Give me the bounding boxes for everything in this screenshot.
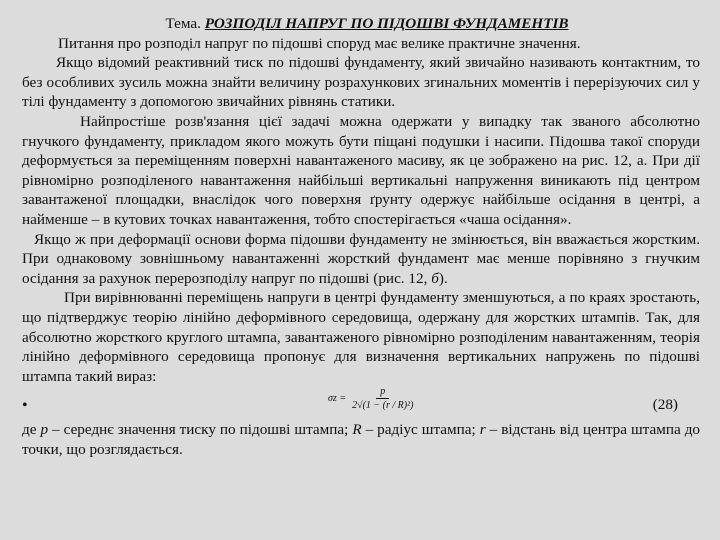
- formula-numerator: p: [376, 386, 389, 399]
- formula-denominator: 2√(1 − (r / R)²): [352, 400, 414, 412]
- paragraph-4-text: Якщо ж при деформації основи форма підошви фундаменту не змінюється, він вважається жорстким. При однаковому зовнішньому навантаженні жорсткий фундамент має менше порівняно з гнучким осідання за рахунок перерозподілу напруг по підошві (рис. 12,: [22, 230, 700, 287]
- paragraph-4-fig-letter: б: [431, 269, 439, 287]
- paragraph-6: [22, 420, 700, 459]
- p6-prefix: де: [22, 421, 41, 439]
- paragraph-3: Найпростіше розв'язання цієї задачі можна одержати у випадку так званого абсолютно гнучкого фундаменту, прикладом якого можуть бути піщані подушки і насипи. Підошва такої споруди деформується за переміщенням поверхні навантаженого масиву, як це зображено на рис. 12, а. При дії рівномірно розподіленого навантаження найбільші вертикальні напруження виникають під центром завантаженої площадки, внаслідок чого поверхня ґрунту одержує найбільше осідання в центрі, а найменше – в кутових точках навантаження, тобто спостерігається «чаша осідання».: [22, 112, 700, 228]
- paragraph-2: Якщо відомий реактивний тиск по підошві фундаменту, який звичайно називають контактним, то без особливих зусиль можна знайти величину розрахункових згинальних моментів і перерізуючих сил у тілі фундаменту з допомогою звичайних рівнянь статики.: [22, 54, 700, 111]
- p6-var-p: p: [40, 421, 49, 439]
- paragraph-5: При вирівнюванні переміщень напруги в центрі фундаменту зменшуються, а по краях зростають, що підтверджує теорію лінійно деформівного середовища, одержану для жорстких штампів. Так, для абсолютно жорсткого круглого штампа, завантаженого рівномірно розподіленим навантаженням, теорія лінійно деформівного середовища пропонує для визначення вертикальних напружень по підошві штампа такий вираз:: [22, 289, 700, 385]
- formula-row: [22, 386, 700, 420]
- paragraph-4-end: ).: [438, 269, 448, 287]
- paragraph-1: Питання про розподіл напруг по підошві споруд має велике практичне значення.: [58, 34, 581, 52]
- p6-end: – відстань від центра штампа до точки, що розглядається.: [22, 421, 701, 458]
- p6-mid2: – радіус штампа;: [361, 421, 480, 439]
- title-main: РОЗПОДІЛ НАПРУГ ПО ПІДОШВІ ФУНДАМЕНТІВ: [204, 15, 569, 32]
- p6-var-r: r: [479, 421, 486, 439]
- paragraph-4: [22, 230, 700, 289]
- equation-number: (28): [652, 396, 678, 414]
- formula-28: [328, 386, 415, 412]
- title-prefix: Тема.: [165, 15, 205, 32]
- formula-lhs: σz =: [328, 393, 347, 405]
- document-text: [22, 14, 700, 459]
- topic-title: [22, 14, 700, 34]
- formula-fraction: [350, 386, 415, 412]
- p6-var-R: R: [352, 421, 362, 439]
- bullet-marker: •: [22, 397, 28, 415]
- p6-mid1: – середнє значення тиску по підошві штампа;: [48, 421, 353, 439]
